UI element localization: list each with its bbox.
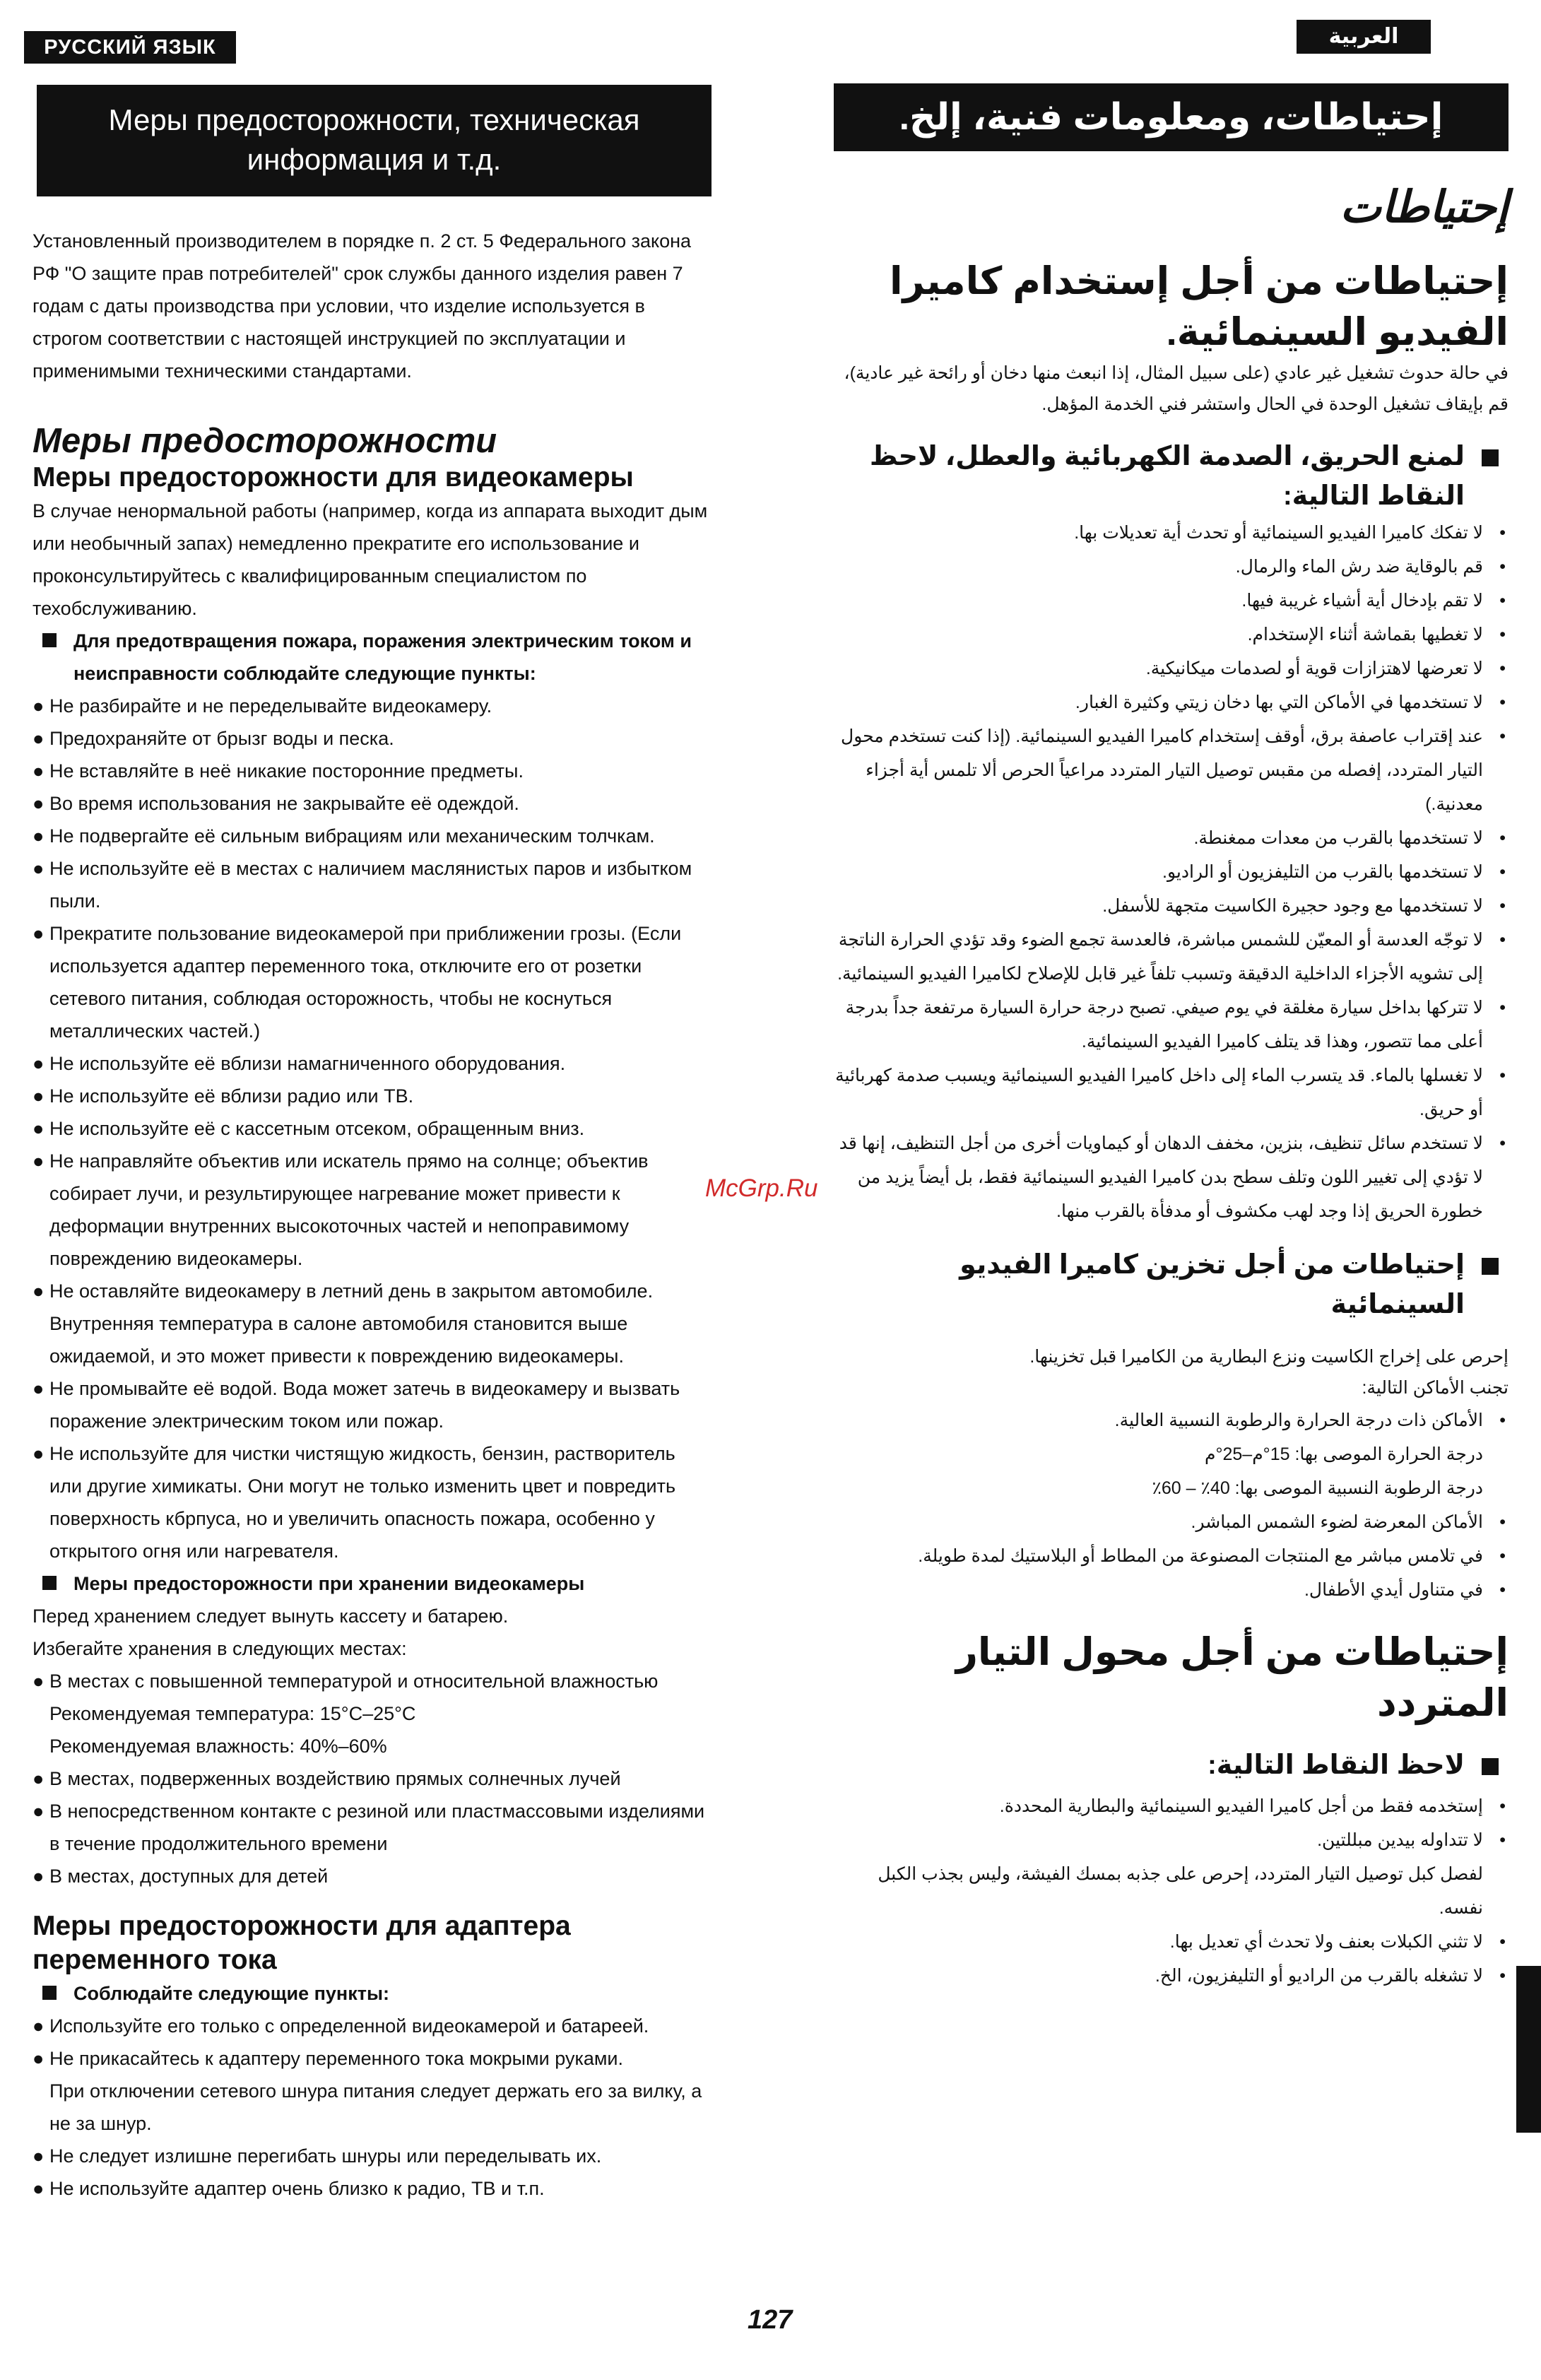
- russian-storage-line1: Перед хранением следует вынуть кассету и батарею.: [33, 1606, 509, 1627]
- list-item: • إستخدمه فقط من أجل كاميرا الفيديو السينمائية والبطارية المحددة.: [999, 1796, 1506, 1816]
- language-tab-arabic: العربية: [1297, 20, 1431, 54]
- square-bullet-icon: [1482, 449, 1499, 466]
- arabic-camera-precautions-title: إحتياطات من أجل إستخدام كاميرا الفيديو السينمائية.: [890, 260, 1508, 353]
- list-item: • عند إقتراب عاصفة برق، أوقف إستخدام كاميرا الفيديو السينمائية. (إذا كنت تستخدم محول التيار المتردد، إفصله من مقبس توصيل التيار المتردد مراعياً الحرص ألا تلمس أية أجزاء معدنية.): [841, 726, 1506, 814]
- russian-storage-heading: Меры предосторожности при хранении видеокамеры: [33, 1567, 711, 1600]
- edge-index-tab: [1516, 1966, 1541, 2133]
- list-item: ● В местах, доступных для детей: [33, 1866, 329, 1887]
- arabic-storage-list: [834, 1403, 1508, 1607]
- russian-fire-list: [33, 690, 711, 1567]
- arabic-storage-heading: إحتياطات من أجل تخزين كاميرا الفيديو السينمائية: [834, 1245, 1508, 1324]
- list-item: ● В непосредственном контакте с резиной или пластмассовыми изделиями в течение продолжительного времени: [33, 1801, 705, 1854]
- recommended-humidity: Рекомендуемая влажность: 40%–60%: [49, 1736, 387, 1757]
- arabic-camera-intro: في حالة حدوث تشغيل غير عادي (على سبيل المثال، إذا انبعث منها دخان أو رائحة غير عادية)، قم بإيقاف تشغيل الوحدة في الحال واستشر فني الخدمة المؤهل.: [844, 363, 1508, 414]
- list-item: ● Не используйте её вблизи намагниченного оборудования.: [33, 1053, 566, 1074]
- arabic-storage-line1: إحرص على إخراج الكاسيت ونزع البطارية من الكاميرا قبل تخزينها.: [1029, 1347, 1508, 1367]
- list-item: • لا تقم بإدخال أية أشياء غريبة فيها.: [1241, 591, 1506, 611]
- list-item: • لا تستخدمها في الأماكن التي بها دخان زيتي وكثيرة الغبار.: [1075, 693, 1506, 712]
- list-item: • لا تفكك كاميرا الفيديو السينمائية أو تحدث أية تعديلات بها.: [1074, 523, 1506, 543]
- list-item: ● Не используйте адаптер очень близко к радио, ТВ и т.п.: [33, 2178, 545, 2199]
- watermark: McGrp.Ru: [705, 1174, 818, 1202]
- list-item: ● Не оставляйте видеокамеру в летний день в закрытом автомобиле. Внутренняя температура в салоне автомобиля становится выше ожидаемой, и это может привести к повреждению видеокамеры.: [33, 1280, 654, 1367]
- list-item: • الأماكن ذات درجة الحرارة والرطوبة النسبية العالية. درجة الحرارة الموصى بها: 15°م–25°م درجة الرطوبة النسبية الموصى بها: 40٪ – 60٪: [834, 1403, 1483, 1505]
- list-item: • لا تغسلها بالماء. قد يتسرب الماء إلى داخل كاميرا الفيديو السينمائية ويسبب صدمة كهربائية أو حريق.: [835, 1066, 1506, 1119]
- arabic-adapter-list: [834, 1789, 1508, 1993]
- list-item: • قم بالوقاية ضد رش الماء والرمال.: [1235, 557, 1506, 577]
- square-bullet-icon: [42, 1986, 57, 2000]
- list-item: ● В местах с повышенной температурой и относительной влажностью Рекомендуемая температура: 15°C–25°C Рекомендуемая влажность: 40%–60%: [33, 1665, 711, 1762]
- language-tab-russian: РУССКИЙ ЯЗЫК: [24, 31, 236, 64]
- list-item: ● Во время использования не закрывайте её одеждой.: [33, 793, 519, 814]
- list-item: • لا تتركها بداخل سيارة مغلقة في يوم صيفي. تصبح درجة حرارة السيارة مرتفعة جداً بدرجة أعلى مما تتصور، وهذا قد يتلف كاميرا الفيديو السينمائية.: [845, 998, 1506, 1051]
- russian-adapter-title: Меры предосторожности для адаптера переменного тока: [33, 1911, 571, 1975]
- list-item: • لا تغطيها بقماشة أثناء الإستخدام.: [1247, 625, 1506, 644]
- square-bullet-icon: [42, 1576, 57, 1590]
- list-item: ● Не используйте её в местах с наличием маслянистых паров и избытком пыли.: [33, 858, 692, 912]
- russian-storage-line2: Избегайте хранения в следующих местах:: [33, 1638, 407, 1659]
- arabic-fire-list: [834, 516, 1508, 1228]
- russian-fire-heading: Для предотвращения пожара, поражения электрическим током и неисправности соблюдайте следующие пункты:: [33, 625, 711, 690]
- list-item: • في تلامس مباشر مع المنتجات المصنوعة من المطاط أو البلاستيك لمدة طويلة.: [918, 1546, 1506, 1566]
- list-item: • لا تستخدمها بالقرب من معدات ممغنطة.: [1193, 828, 1506, 848]
- list-item: ● Не используйте её вблизи радио или ТВ.: [33, 1085, 414, 1107]
- square-bullet-icon: [1482, 1258, 1499, 1275]
- list-item: ● Не промывайте её водой. Вода может затечь в видеокамеру и вызвать поражение электрическим током или пожар.: [33, 1378, 680, 1432]
- list-item: ● Используйте его только с определенной видеокамерой и батареей.: [33, 2015, 649, 2037]
- russian-section-header: Меры предосторожности, техническая информация и т.д.: [37, 85, 712, 196]
- list-item: ● Предохраняйте от брызг воды и песка.: [33, 728, 394, 749]
- russian-adapter-heading: Соблюдайте следующие пункты:: [33, 1977, 711, 2010]
- list-item: ● Не используйте её с кассетным отсеком, обращенным вниз.: [33, 1118, 585, 1139]
- russian-camera-precautions-title: Меры предосторожности для видеокамеры: [33, 462, 634, 493]
- arabic-adapter-heading: لاحظ النقاط التالية:: [834, 1745, 1508, 1785]
- list-item: ● Не разбирайте и не переделывайте видеокамеру.: [33, 695, 492, 717]
- arabic-fire-heading: لمنع الحريق، الصدمة الكهربائية والعطل، لاحظ النقاط التالية:: [834, 437, 1508, 516]
- list-item: • لا تثني الكبلات بعنف ولا تحدث أي تعديل بها.: [1169, 1932, 1506, 1952]
- list-item: ● Не используйте для чистки чистящую жидкость, бензин, растворитель или другие химикаты. Они могут не только изменить цвет и повредить поверхность кбрпуса, но и увеличить опасность пожара, особенно у открытого огня или нагревателя.: [33, 1443, 676, 1562]
- list-item: ● Не направляйте объектив или искатель прямо на солнце; объектив собирает лучи, и результирующее нагревание может привести к деформации внутренних высокоточных частей и непоправимому повреждению видеокамеры.: [33, 1150, 649, 1269]
- list-item: • لا تعرضها لاهتزازات قوية أو لصدمات ميكانيكية.: [1145, 659, 1506, 678]
- list-item: ● Прекратите пользование видеокамерой при приближении грозы. (Если используется адаптер переменного тока, отключите его от розетки сетевого питания, соблюдая осторожность, чтобы не коснуться металлических частей.): [33, 923, 682, 1042]
- list-item: • لا تستخدم سائل تنظيف، بنزين، مخفف الدهان أو كيماويات أخرى من أجل التنظيف، إنها قد لا تؤدي إلى تغيير اللون وتلف سطح بدن كاميرا الفيديو السينمائية فقط، بل أيضاً يزيد من خطورة الحريق إذا وجد لهب مكشوف أو مدفأة بالقرب منها.: [839, 1133, 1506, 1221]
- russian-storage-list: [33, 1665, 711, 1892]
- list-item: • لا تشغله بالقرب من الراديو أو التليفزيون، الخ.: [1155, 1966, 1506, 1986]
- page-number: 127: [748, 2305, 793, 2335]
- arabic-adapter-title: إحتياطات من أجل محول التيار المتردد: [955, 1631, 1508, 1724]
- recommended-temperature: درجة الحرارة الموصى بها: 15°م–25°م: [1205, 1444, 1483, 1464]
- arabic-section-header: إحتياطات، ومعلومات فنية، إلخ.: [834, 83, 1508, 151]
- square-bullet-icon: [1482, 1758, 1499, 1775]
- list-item: • لا تستخدمها بالقرب من التليفزيون أو الراديو.: [1162, 862, 1506, 882]
- russian-adapter-list: [33, 2010, 711, 2205]
- list-item: ● Не следует излишне перегибать шнуры или переделывать их.: [33, 2145, 602, 2167]
- recommended-temperature: Рекомендуемая температура: 15°C–25°C: [49, 1703, 416, 1724]
- square-bullet-icon: [42, 633, 57, 647]
- list-item: ● Не вставляйте в неё никакие посторонние предметы.: [33, 760, 524, 782]
- list-item-continuation: لفصل كبل توصيل التيار المتردد، إحرص على جذبه بمسك الفيشة، وليس بجذب الكبل نفسه.: [878, 1864, 1483, 1918]
- russian-title-precautions: Меры предосторожности: [33, 422, 497, 460]
- list-item: ● Не подвергайте её сильным вибрациям или механическим толчкам.: [33, 825, 655, 847]
- russian-column: [33, 85, 711, 2205]
- russian-camera-intro: В случае ненормальной работы (например, когда из аппарата выходит дым или необычный запах) немедленно прекратите его использование и проконсультируйтесь с квалифицированным специалистом по техобслуживанию.: [33, 500, 708, 619]
- list-item-continuation: При отключении сетевого шнура питания следует держать его за вилку, а не за шнур.: [49, 2080, 702, 2134]
- list-item: • في متناول أيدي الأطفال.: [1304, 1580, 1506, 1600]
- list-item: • لا تستخدمها مع وجود حجيرة الكاسيت متجهة للأسفل.: [1102, 896, 1506, 916]
- recommended-humidity: درجة الرطوبة النسبية الموصى بها: 40٪ – 60٪: [1152, 1478, 1483, 1498]
- list-item: • لا تتداوله بيدين مبللتين. لفصل كبل توصيل التيار المتردد، إحرص على جذبه بمسك الفيشة، وليس بجذب الكبل نفسه.: [834, 1823, 1483, 1925]
- list-item: ● В местах, подверженных воздействию прямых солнечных лучей: [33, 1768, 621, 1789]
- list-item: • لا توجّه العدسة أو المعيّن للشمس مباشرة، فالعدسة تجمع الضوء وقد تؤدي الحرارة الناتجة إلى تشويه الأجزاء الداخلية الدقيقة وتسبب تلفاً غير قابل للإصلاح لكاميرا الفيديو السينمائية.: [837, 930, 1506, 984]
- arabic-column: [834, 83, 1508, 1993]
- list-item: ● Не прикасайтесь к адаптеру переменного тока мокрыми руками. При отключении сетевого шнура питания следует держать его за вилку, а не за шнур.: [33, 2042, 711, 2140]
- list-item: • الأماكن المعرضة لضوء الشمس المباشر.: [1191, 1512, 1506, 1532]
- russian-intro-paragraph: Установленный производителем в порядке п. 2 ст. 5 Федерального закона РФ "О защите прав потребителей" срок службы данного изделия равен 7 годам с даты производства при условии, что изделие используется в строгом соответствии с настоящей инструкцией по эксплуатации и применимыми техническими стандартами.: [33, 230, 692, 382]
- arabic-storage-line2: تجنب الأماكن التالية:: [1362, 1378, 1508, 1398]
- arabic-title-precautions: إحتياطات: [1340, 183, 1508, 232]
